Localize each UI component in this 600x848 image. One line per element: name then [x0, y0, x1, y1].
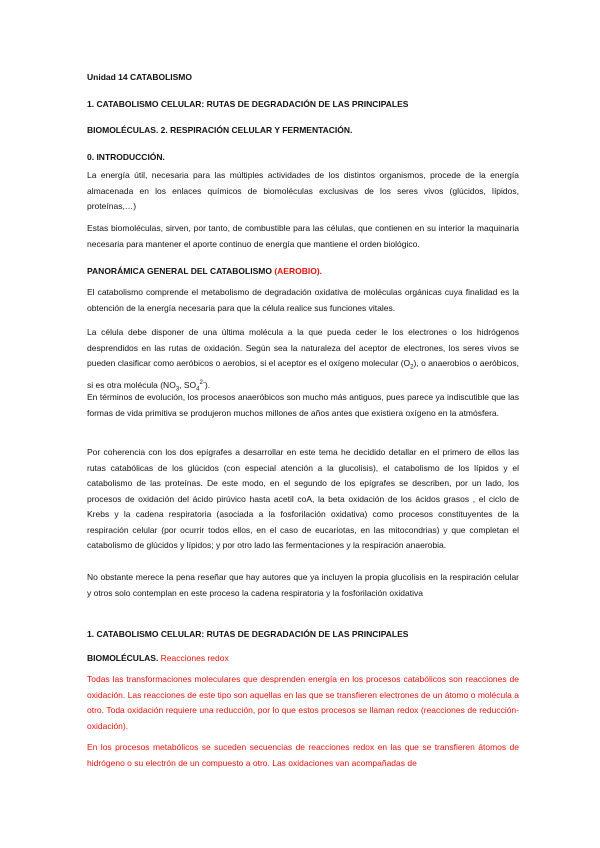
section-heading-2a: 1. CATABOLISMO CELULAR: RUTAS DE DEGRADACIÓN DE LAS PRINCIPALES	[87, 629, 409, 639]
p4-sub-no3: 3	[175, 386, 180, 393]
paragraph-electron-acceptor	[87, 325, 519, 398]
paragraph-coherence: Por coherencia con los dos epígrafes a desarrollar en este tema he decidido detallar en el primero de ellos las rutas catabólicas de los glúcidos (con especial atención a la glucolisis), el catabolismo de los lípidos y el catabolismo de las proteínas. De este modo, en el segundo de los epígrafes se describen, por un lado, los procesos de oxidación del ácido pirúvico hasta acetil coA, la beta oxidación de los ácidos grasos , el ciclo de Krebs y la cadena respiratoria (asociada a la fosforilación oxidativa) como procesos constituyentes de la respiración celular (por ocurrir todos ellos, en el caso de eucariotas, en las mitocondrias) y que completan el catabolismo de glúcidos y lípidos; y por otro lado las fermentaciones y la respiración anaerobia.	[87, 447, 519, 550]
section-heading-2b	[87, 653, 229, 663]
p4-sub-o2: 2	[410, 364, 414, 371]
paragraph-authors: No obstante merece la pena reseñar que hay autores que ya incluyen la propia glucolisis en la respiración celular y otros solo contemplan en este proceso la cadena respiratoria y la fosforilación oxidativa	[87, 572, 519, 598]
paragraph-catabolism: El catabolismo comprende el metabolismo de degradación oxidativa de moléculas orgánicas cuya finalidad es la obtención de la energía necesaria para que la célula realice sus funciones vitales.	[87, 287, 519, 313]
paragraph-biomolecules: Estas biomoléculas, sirven, por tanto, de combustible para las células, que contienen en su interior la maquinaria necesaria para mantener el aporte continuo de energía que mantiene el orden biológico.	[87, 223, 519, 249]
p4-text-b: ), o anaerobios o aeróbicos, si es otra molécula (NO	[87, 358, 519, 391]
panoramic-heading	[87, 266, 322, 276]
p4-sup-charge: 2-	[199, 380, 205, 387]
panoramic-aerobio: (AEROBIO).	[274, 266, 323, 276]
paragraph-evolution: En términos de evolución, los procesos anaeróbicos son mucho más antiguos, pues parece ya indiscutible que las formas de vida primitiva se produjeron muchos millones de años antes que existiera oxígeno en la atmósfera.	[87, 392, 519, 418]
unit-title: Unidad 14 CATABOLISMO	[87, 72, 192, 82]
paragraph-redox: Todas las transformaciones moleculares que desprenden energía en los procesos catabólicos son reacciones de oxidación. Las reacciones de este tipo son aquellas en las que se transfieren electrones de un átomo o molécula a otro. Toda oxidación requiere una reducción, por lo que estos procesos se llaman redox (reacciones de reducción-oxidación).	[87, 674, 519, 731]
p4-text-d: ).	[204, 380, 211, 391]
heading-2b-redox: Reacciones redox	[160, 653, 229, 663]
p4-sub-so4: 4	[196, 386, 200, 393]
panoramic-title: PANORÁMICA GENERAL DEL CATABOLISMO	[87, 266, 275, 276]
heading-2b-text: BIOMOLÉCULAS.	[87, 653, 161, 663]
section-heading-1a: 1. CATABOLISMO CELULAR: RUTAS DE DEGRADACIÓN DE LAS PRINCIPALES	[87, 99, 409, 109]
section-heading-intro: 0. INTRODUCCIÓN.	[87, 152, 165, 162]
paragraph-metabolic-processes: En los procesos metabólicos se suceden secuencias de reacciones redox en las que se transfieren átomos de hidrógeno o su electrón de un compuesto a otro. Las oxidaciones van acompañadas de	[87, 742, 519, 768]
paragraph-energy: La energía útil, necesaria para las múltiples actividades de los distintos organismos, procede de la energía almacenada en los enlaces químicos de biomoléculas exclusivas de los seres vivos (glúcidos, lípidos, proteínas,…)	[87, 170, 519, 211]
section-heading-1b: BIOMOLÉCULAS. 2. RESPIRACIÓN CELULAR Y FERMENTACIÓN.	[87, 125, 353, 135]
p4-text-a: La célula debe disponer de una última molécula a la que pueda ceder le los electrones o los hidrógenos desprendidos en las rutas de oxidación. Según sea la naturaleza del aceptor de electrones, los seres vivos se pueden clasificar como aeróbicos o aerobios, si el aceptor es el oxígeno molecular (O	[87, 327, 519, 368]
p4-text-c: , SO	[179, 380, 197, 391]
